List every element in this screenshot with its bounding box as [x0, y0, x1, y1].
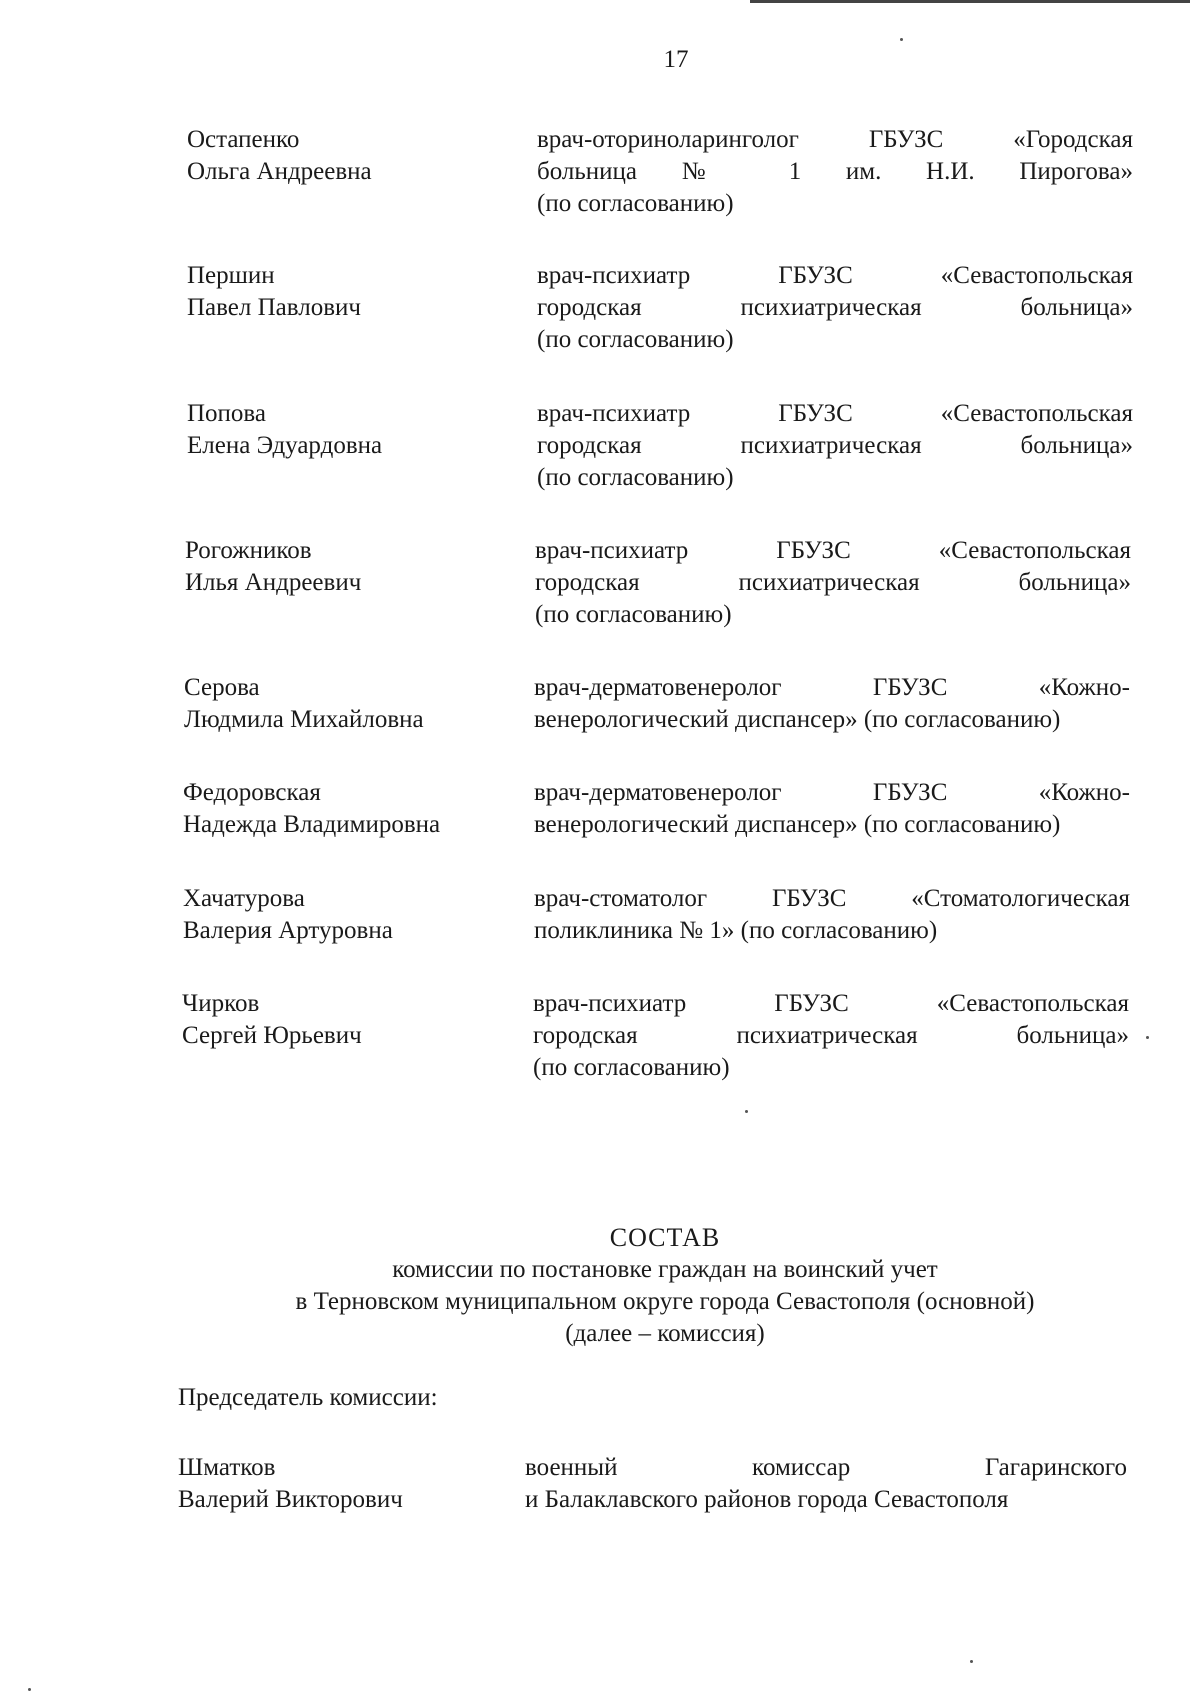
- member-surname: Чирков: [182, 990, 260, 1017]
- chair-given-names: Валерий Викторович: [178, 1486, 403, 1513]
- role-line: городская психиатрическая больница»: [537, 432, 1133, 459]
- role-line: врач-оториноларинголог ГБУЗС «Городская: [537, 126, 1133, 153]
- scan-speck: [970, 1660, 973, 1663]
- member-name: [182, 988, 502, 1052]
- chair-label: Председатель комиссии:: [178, 1384, 438, 1411]
- member-given-names: Ольга Андреевна: [187, 158, 372, 185]
- chair-surname: Шматков: [178, 1454, 276, 1481]
- role-line: (по согласованию): [537, 326, 734, 353]
- role-line: (по согласованию): [533, 1054, 730, 1081]
- member-name: [184, 672, 504, 736]
- member-surname: Хачатурова: [183, 885, 305, 912]
- member-role: [537, 398, 1133, 494]
- page-number: 17: [663, 46, 689, 73]
- member-role: [537, 260, 1133, 356]
- role-line: врач-психиатр ГБУЗС «Севастопольская: [533, 990, 1129, 1017]
- role-line: врач-стоматолог ГБУЗС «Стоматологическая: [534, 885, 1130, 912]
- member-given-names: Сергей Юрьевич: [182, 1022, 362, 1049]
- scan-speck: [745, 1110, 748, 1113]
- role-line: поликлиника № 1» (по согласованию): [534, 917, 938, 944]
- chair-role: [525, 1452, 1127, 1516]
- role-line: (по согласованию): [537, 190, 734, 217]
- member-surname: Першин: [187, 262, 275, 289]
- section-heading: [0, 1222, 1200, 1350]
- role-line: (по согласованию): [537, 464, 734, 491]
- role-line: городская психиатрическая больница»: [537, 294, 1133, 321]
- member-surname: Остапенко: [187, 126, 300, 153]
- role-line: военный комиссар Гагаринского: [525, 1454, 1127, 1481]
- member-role: [533, 988, 1129, 1084]
- scan-speck: [1146, 1036, 1149, 1039]
- role-line: венерологический диспансер» (по согласованию): [534, 706, 1061, 733]
- member-name: [187, 260, 507, 324]
- role-line: и Балаклавского районов города Севастополя: [525, 1486, 1009, 1513]
- role-line: врач-дерматовенеролог ГБУЗС «Кожно-: [534, 674, 1130, 701]
- member-name: [185, 535, 505, 599]
- role-line: (по согласованию): [535, 601, 732, 628]
- member-role: [534, 672, 1130, 736]
- scan-speck: [28, 1688, 31, 1691]
- role-line: врач-психиатр ГБУЗС «Севастопольская: [537, 262, 1133, 289]
- member-name: [187, 398, 507, 462]
- role-line: венерологический диспансер» (по согласованию): [534, 811, 1061, 838]
- member-role: [537, 124, 1133, 220]
- member-given-names: Людмила Михайловна: [184, 706, 424, 733]
- top-scan-rule: [750, 0, 1190, 3]
- role-line: врач-дерматовенеролог ГБУЗС «Кожно-: [534, 779, 1130, 806]
- role-line: врач-психиатр ГБУЗС «Севастопольская: [535, 537, 1131, 564]
- member-surname: Федоровская: [183, 779, 321, 806]
- scan-speck: [900, 38, 903, 41]
- member-surname: Серова: [184, 674, 260, 701]
- member-role: [534, 883, 1130, 947]
- role-line: городская психиатрическая больница»: [533, 1022, 1129, 1049]
- member-surname: Рогожников: [185, 537, 312, 564]
- section-title: СОСТАВ: [609, 1223, 721, 1252]
- member-role: [534, 777, 1130, 841]
- section-subtitle-line: (далее – комиссия): [565, 1320, 765, 1347]
- member-name: [183, 883, 503, 947]
- section-subtitle-line: в Терновском муниципальном округе города Севастополя (основной): [295, 1288, 1035, 1315]
- member-given-names: Елена Эдуардовна: [187, 432, 383, 459]
- section-subtitle-line: комиссии по постановке граждан на воинский учет: [392, 1256, 938, 1283]
- member-given-names: Павел Павлович: [187, 294, 361, 321]
- member-given-names: Илья Андреевич: [185, 569, 362, 596]
- chair-name: [178, 1452, 498, 1516]
- role-line: больница № 1 им. Н.И. Пирогова»: [537, 158, 1133, 185]
- member-name: [183, 777, 503, 841]
- member-surname: Попова: [187, 400, 267, 427]
- member-given-names: Надежда Владимировна: [183, 811, 441, 838]
- role-line: городская психиатрическая больница»: [535, 569, 1131, 596]
- member-given-names: Валерия Артуровна: [183, 917, 393, 944]
- member-name: [187, 124, 507, 188]
- role-line: врач-психиатр ГБУЗС «Севастопольская: [537, 400, 1133, 427]
- member-role: [535, 535, 1131, 631]
